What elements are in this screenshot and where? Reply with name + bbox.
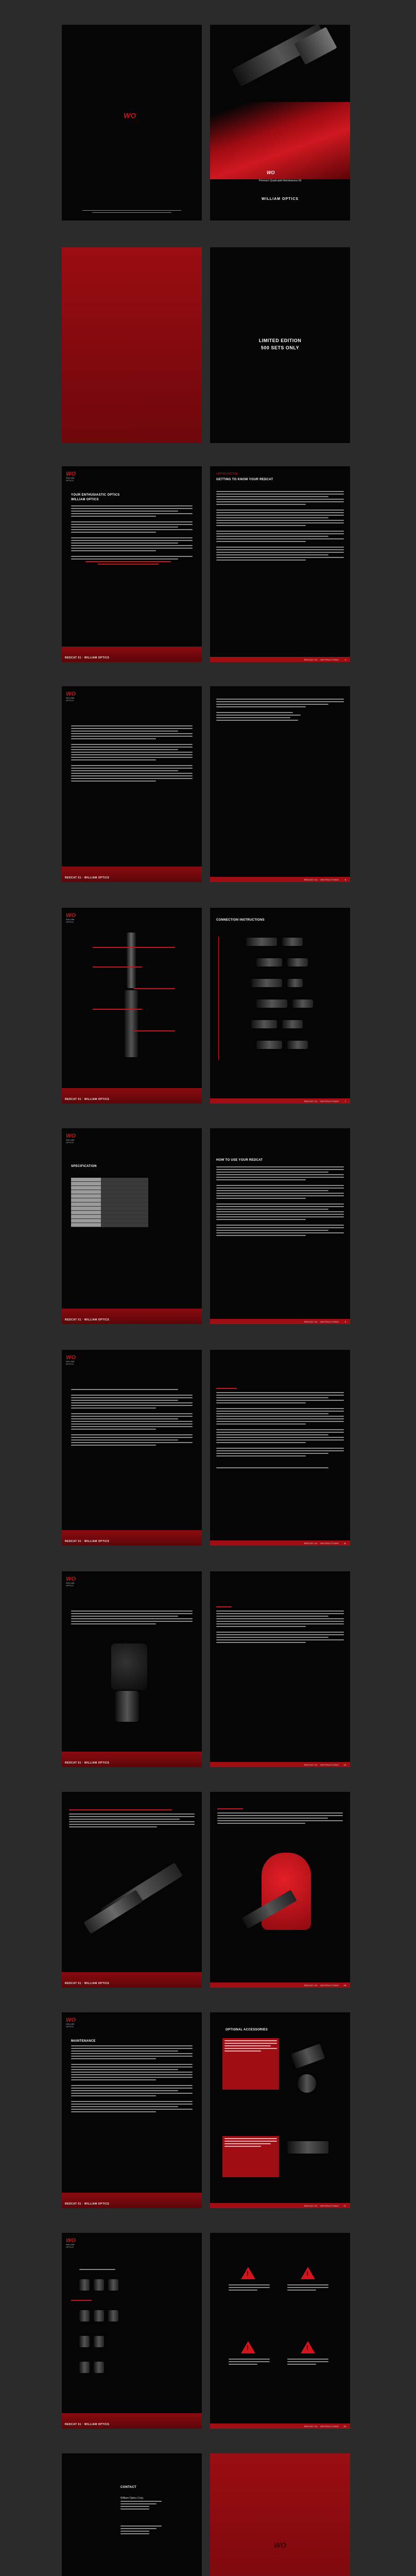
limited-label: LIMITED EDITION bbox=[216, 472, 238, 476]
bottom-small-text bbox=[82, 210, 181, 214]
accessory-image-3 bbox=[287, 2141, 328, 2154]
spread-case bbox=[62, 1792, 350, 1988]
page-inside-cover bbox=[62, 25, 202, 221]
page-footer: REDCAT 51 · WILLIAM OPTICS bbox=[62, 2413, 202, 2429]
lens-eyepiece-image bbox=[115, 1691, 139, 1722]
cover-brand: WILLIAM OPTICS bbox=[262, 197, 299, 201]
logo: WO WILLIAM OPTICS bbox=[66, 1576, 76, 1587]
page-footer: REDCAT 51 · WILLIAM OPTICS bbox=[62, 1088, 202, 1104]
contact-title: CONTACT bbox=[120, 2486, 136, 2489]
warning-icon: ! bbox=[301, 2267, 315, 2279]
red-heading bbox=[69, 1809, 172, 1810]
spread-limited-edition bbox=[62, 247, 350, 443]
text-block bbox=[216, 699, 344, 722]
page-limited-edition bbox=[210, 247, 350, 443]
cover-red-wave bbox=[210, 102, 350, 179]
part-image-8 bbox=[94, 2336, 104, 2347]
page-footer: REDCAT 51 · INSTRUCTIONS 13 bbox=[210, 1762, 350, 1767]
logo: WO WILLIAM OPTICS bbox=[66, 471, 76, 482]
spec-table bbox=[71, 1178, 148, 1227]
logo: WO WILLIAM OPTICS bbox=[66, 1354, 76, 1365]
accessory-image-1 bbox=[291, 2044, 325, 2069]
warning-icon: ! bbox=[241, 2341, 255, 2353]
parts-heading bbox=[79, 2269, 115, 2270]
red-heading bbox=[217, 1808, 243, 1809]
back-logo: WO bbox=[273, 2541, 287, 2549]
page-footer: REDCAT 51 · INSTRUCTIONS 5 bbox=[210, 877, 350, 882]
text-block bbox=[216, 1611, 344, 1645]
page-intro bbox=[62, 466, 202, 662]
text-block bbox=[216, 1392, 344, 1470]
logo: WO WILLIAM OPTICS bbox=[66, 1133, 76, 1144]
page-warnings bbox=[210, 2233, 350, 2429]
spread-contact bbox=[62, 2453, 350, 2576]
logo: WO WILLIAM OPTICS bbox=[66, 2017, 76, 2028]
page-cover bbox=[210, 25, 350, 221]
page-text-left bbox=[62, 1350, 202, 1546]
page-back-cover bbox=[210, 2453, 350, 2576]
part-image-10 bbox=[94, 2362, 104, 2373]
how-to-use-title: HOW TO USE YOUR REDCAT bbox=[216, 1159, 263, 1162]
cover-subtitle: Premium Quadruplet Astrokamera Kit bbox=[258, 179, 302, 182]
accessory-image-2 bbox=[298, 2074, 316, 2093]
spread-specification bbox=[62, 1128, 350, 1324]
text-block bbox=[71, 1611, 193, 1626]
page-specification bbox=[62, 1128, 202, 1324]
part-image-5 bbox=[94, 2310, 104, 2321]
spread-lens-photo bbox=[62, 1571, 350, 1767]
part-image-3 bbox=[108, 2279, 118, 2291]
how-to-use-text bbox=[216, 1166, 344, 1238]
product-logo: WO bbox=[267, 170, 275, 175]
page-footer: REDCAT 51 · WILLIAM OPTICS bbox=[62, 1972, 202, 1988]
page-carry-case bbox=[210, 1792, 350, 1988]
warning-text bbox=[229, 2284, 270, 2292]
page-footer: REDCAT 51 · INSTRUCTIONS 17 bbox=[210, 2203, 350, 2208]
part-image-4 bbox=[79, 2310, 90, 2321]
text-block bbox=[217, 1812, 343, 1825]
limited-line2: 500 SETS ONLY bbox=[261, 345, 300, 350]
part-image-9 bbox=[79, 2362, 90, 2373]
page-accessories bbox=[210, 2012, 350, 2208]
spread-connection bbox=[62, 908, 350, 1104]
page-contact bbox=[62, 2453, 202, 2576]
connection-diagrams bbox=[226, 933, 339, 1056]
contact-company: William Optics Corp. bbox=[120, 2497, 144, 2500]
page-footer: REDCAT 51 · WILLIAM OPTICS bbox=[62, 647, 202, 662]
logo: WO WILLIAM OPTICS bbox=[66, 691, 76, 702]
telescope-photo-2 bbox=[83, 1890, 143, 1934]
page-footer: REDCAT 51 · INSTRUCTIONS 19 bbox=[210, 2424, 350, 2429]
page-footer: REDCAT 51 · WILLIAM OPTICS bbox=[62, 1752, 202, 1767]
page-text-left bbox=[62, 686, 202, 882]
page-footer: REDCAT 51 · INSTRUCTIONS 3 bbox=[210, 657, 350, 662]
page-footer: REDCAT 51 · INSTRUCTIONS 7 bbox=[210, 1098, 350, 1104]
spread-cover bbox=[62, 25, 350, 221]
page-footer: REDCAT 51 · WILLIAM OPTICS bbox=[62, 2193, 202, 2208]
spread-intro bbox=[62, 466, 350, 662]
carry-case-image bbox=[262, 1853, 311, 1930]
page-footer: REDCAT 51 · WILLIAM OPTICS bbox=[62, 1530, 202, 1546]
page-text-right bbox=[210, 1350, 350, 1546]
part-image-6 bbox=[108, 2310, 118, 2321]
warning-text bbox=[287, 2359, 328, 2366]
text-block bbox=[71, 725, 193, 783]
connection-bracket bbox=[218, 937, 226, 1060]
accessories-title: OPTIONAL ACCESSORIES bbox=[226, 2028, 268, 2031]
page-text-right bbox=[210, 686, 350, 882]
spec-title: SPECIFICATION bbox=[71, 1165, 97, 1168]
getting-to-know-title: GETTING TO KNOW YOUR REDCAT bbox=[216, 478, 273, 481]
page-footer: REDCAT 51 · INSTRUCTIONS 15 bbox=[210, 1982, 350, 1988]
part-image-7 bbox=[79, 2336, 90, 2347]
warning-text bbox=[287, 2284, 328, 2292]
logo-mark: WO bbox=[124, 111, 136, 120]
intro-title: YOUR ENTHUSIASTIC OPTICS WILLIAM OPTICS bbox=[71, 494, 120, 501]
spread-maintenance bbox=[62, 2012, 350, 2208]
lens-image bbox=[111, 1643, 147, 1690]
page-footer: REDCAT 51 · INSTRUCTIONS 11 bbox=[210, 1540, 350, 1546]
page-connection bbox=[210, 908, 350, 1104]
page-telescope-photo bbox=[62, 1792, 202, 1988]
part-image-2 bbox=[94, 2279, 104, 2291]
page-footer: REDCAT 51 · INSTRUCTIONS 9 bbox=[210, 1319, 350, 1324]
page-footer: REDCAT 51 · WILLIAM OPTICS bbox=[62, 867, 202, 882]
logo bbox=[124, 111, 136, 121]
page-lens-photo bbox=[62, 1571, 202, 1767]
page-maintenance bbox=[62, 2012, 202, 2208]
getting-to-know-text bbox=[216, 491, 344, 562]
warning-icon: ! bbox=[301, 2341, 315, 2353]
page-how-to-use bbox=[210, 1128, 350, 1324]
part-image-1 bbox=[79, 2279, 90, 2291]
spread-text-1 bbox=[62, 686, 350, 882]
text-block bbox=[71, 2045, 193, 2114]
logo: WO WILLIAM OPTICS bbox=[66, 2238, 76, 2248]
spread-text-2 bbox=[62, 1350, 350, 1546]
connection-title: CONNECTION INSTRUCTIONS bbox=[216, 919, 265, 922]
spread-warnings bbox=[62, 2233, 350, 2429]
parts-label bbox=[71, 2300, 92, 2301]
maintenance-title: MAINTENANCE bbox=[71, 2040, 96, 2043]
warning-text bbox=[229, 2359, 270, 2366]
text-block bbox=[69, 1814, 195, 1829]
page-getting-to-know bbox=[210, 466, 350, 662]
page-exploded-view bbox=[62, 908, 202, 1104]
callout-lines bbox=[93, 939, 175, 1033]
page-parts bbox=[62, 2233, 202, 2429]
logo: WO WILLIAM OPTICS bbox=[66, 912, 76, 923]
red-heading bbox=[216, 1388, 237, 1389]
limited-line1: LIMITED EDITION bbox=[258, 338, 302, 343]
accessory-box-1 bbox=[222, 2038, 279, 2090]
page-text-right bbox=[210, 1571, 350, 1767]
contact-details-1 bbox=[120, 2501, 162, 2511]
contact-details-2 bbox=[120, 2526, 162, 2536]
intro-text bbox=[71, 505, 193, 566]
page-footer: REDCAT 51 · WILLIAM OPTICS bbox=[62, 1309, 202, 1324]
accessory-box-2 bbox=[222, 2136, 279, 2177]
page-red-fill bbox=[62, 247, 202, 443]
text-block bbox=[71, 1389, 193, 1447]
red-heading bbox=[216, 1606, 232, 1607]
warning-icon: ! bbox=[241, 2267, 255, 2279]
